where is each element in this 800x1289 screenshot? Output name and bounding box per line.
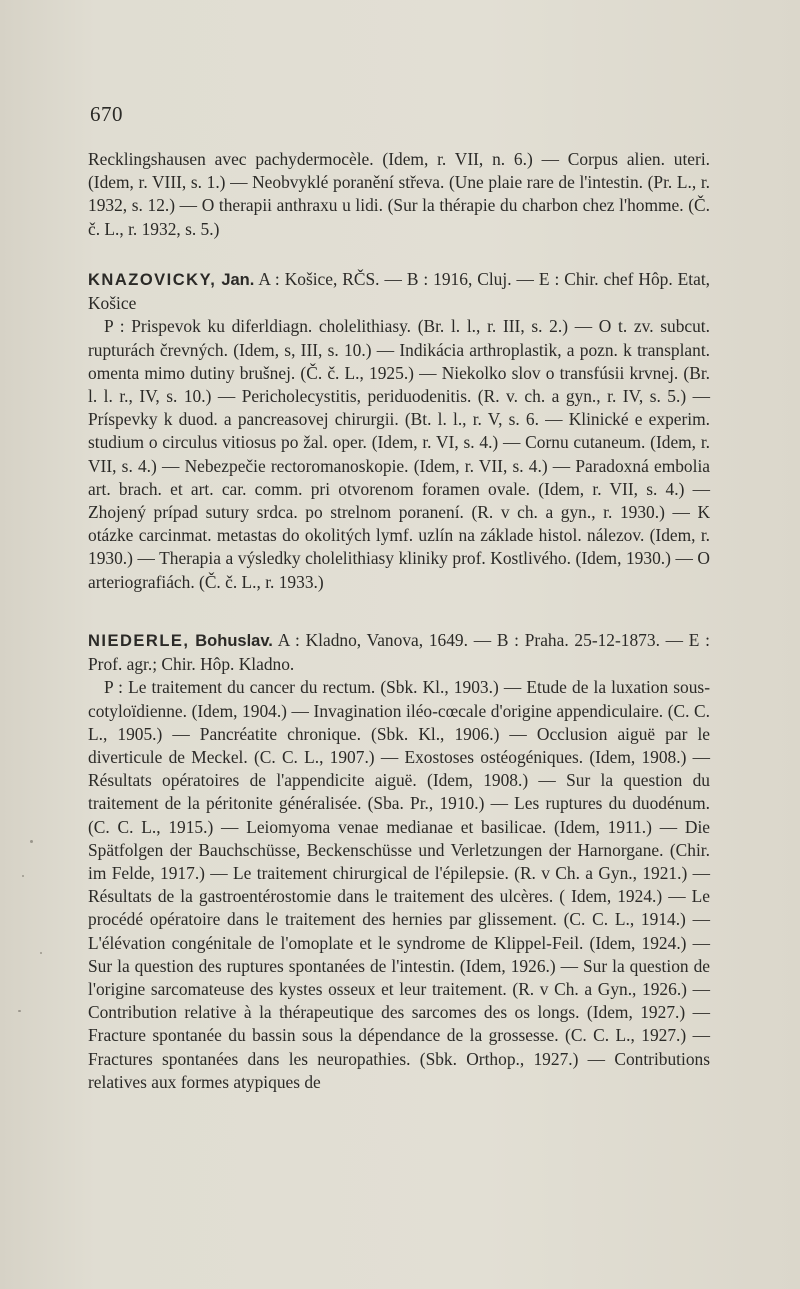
entry-header <box>88 629 710 676</box>
entry-header-text: A : Kladno, Vanova, 1649. — B : Praha. 25-12-1873. — E : Prof. agr.; Chir. Hôp. Kladno. <box>88 630 710 675</box>
entry-firstname: Jan. <box>221 271 255 289</box>
entry-firstname: Bohuslav. <box>195 632 273 650</box>
paper-speck <box>30 840 33 843</box>
continuation-paragraph <box>88 148 710 241</box>
paper-speck <box>22 875 24 877</box>
page-number: 670 <box>90 102 123 126</box>
entry-header-text: A : Košice, RČS. — B : 1916, Cluj. — E : Chir. chef Hôp. Etat, Košice <box>88 269 710 314</box>
entry-knazovicky <box>88 268 710 594</box>
entry-surname: KNAZOVICKY, <box>88 271 217 289</box>
paper-speck <box>18 1010 21 1012</box>
entry-surname: NIEDERLE, <box>88 632 190 650</box>
entry-niederle <box>88 629 710 1094</box>
entry-publications: P : Le traitement du cancer du rectum. (Sbk. Kl., 1903.) — Etude de la luxation sous-cotyloïdienne. (Idem, 1904.) — Invagination iléo-cœcale d'origine appendiculaire. (C. C. L., 1905.) — Pancréatite chronique. (Sbk. Kl., 1906.) — Occlusion aiguë par le diverticule de Meckel. (C. C. L., 1907.) — Exostoses ostéogéniques. (Idem, 1908.) — Résultats opératoires de l'appendicite aiguë. (Idem, 1908.) — Sur la question du traitement de la péritonite généralisée. (Sba. Pr., 1910.) — Les ruptures du duodénum. (C. C. L., 1915.) — Leiomyoma venae medianae et basilicae. (Idem, 1911.) — Die Spätfolgen der Bauchschüsse, Beckenschüsse und Verletzungen der Harnorgane. (Chir. im Felde, 1917.) — Le traitement chirurgical de l'épilepsie. (R. v Ch. a Gyn., 1921.) — Résultats de la gastroentérostomie dans le traitement des ulcères. ( Idem, 1924.) — Le procédé opératoire dans le traitement des hernies par glissement. (C. C. L., 1914.) — L'élévation congénitale de l'omoplate et le syndrome de Klippel-Feil. (Idem, 1924.) — Sur la question des ruptures spontanées de l'intestin. (Idem, 1926.) — Sur la question de l'origine sarcomateuse des kystes osseux et leur traitement. (R. v Ch. a Gyn., 1926.) — Contribution relative à la thérapeutique des sarcomes des os longs. (Idem, 1927.) — Fracture spontanée du bassin sous la dépendance de la grossesse. (C. C. L., 1927.) — Fractures spontanées dans les neuropathies. (Sbk. Orthop., 1927.) — Contributions relatives aux formes atypiques de <box>88 677 710 1092</box>
entry-header <box>88 268 710 315</box>
entry-publications: P : Prispevok ku diferldiagn. cholelithiasy. (Br. l. l., r. III, s. 2.) — O t. zv. subcut. rupturách črevných. (Idem, s, III, s. 10.) — Indikácia arthroplastik, a pozn. k transplant. omenta mimo dutiny brušnej. (Č. č. L., 1925.) — Niekolko slov o transfúsii krvnej. (Br. l. l. r., IV, s. 10.) — Pericholecystitis, periduodenitis. (R. v. ch. a gyn., r. IV, s. 5.) — Príspevky k duod. a pancreasovej chirurgii. (Bt. l. l., r. V, s. 6. — Klinické e experim. studium o circulus vitiosus po žal. oper. (Idem, r. VI, s. 4.) — Cornu cutaneum. (Idem, r. VII, s. 4.) — Nebezpečie rectoromanoskopie. (Idem, r. VII, s. 4.) — Paradoxná embolia art. brach. et art. car. comm. pri otvorenom foramen ovale. (Idem, r. VII, s. 4.) — Zhojený prípad sutury srdca. po strelnom poranení. (R. v ch. a gyn., r. 1930.) — K otázke carcinmat. metastas do okolitých lymf. uzlín na základe histol. nálezov. (Idem, r. 1930.) — Therapia a výsledky cholelithiasy kliniky prof. Kostlivého. (Idem, 1930.) — O arteriografiách. (Č. č. L., r. 1933.) <box>88 316 710 592</box>
paper-speck <box>40 952 42 954</box>
continuation-text: Recklingshausen avec pachydermocèle. (Idem, r. VII, n. 6.) — Corpus alien. uteri. (Idem, r. VIII, s. 1.) — Neobvyklé poranění střeva. (Une plaie rare de l'intestin. (Pr. L., r. 1932, s. 12.) — O therapii anthraxu u lidi. (Sur la thérapie du charbon chez l'homme. (Č. č. L., r. 1932, s. 5.) <box>88 149 710 239</box>
